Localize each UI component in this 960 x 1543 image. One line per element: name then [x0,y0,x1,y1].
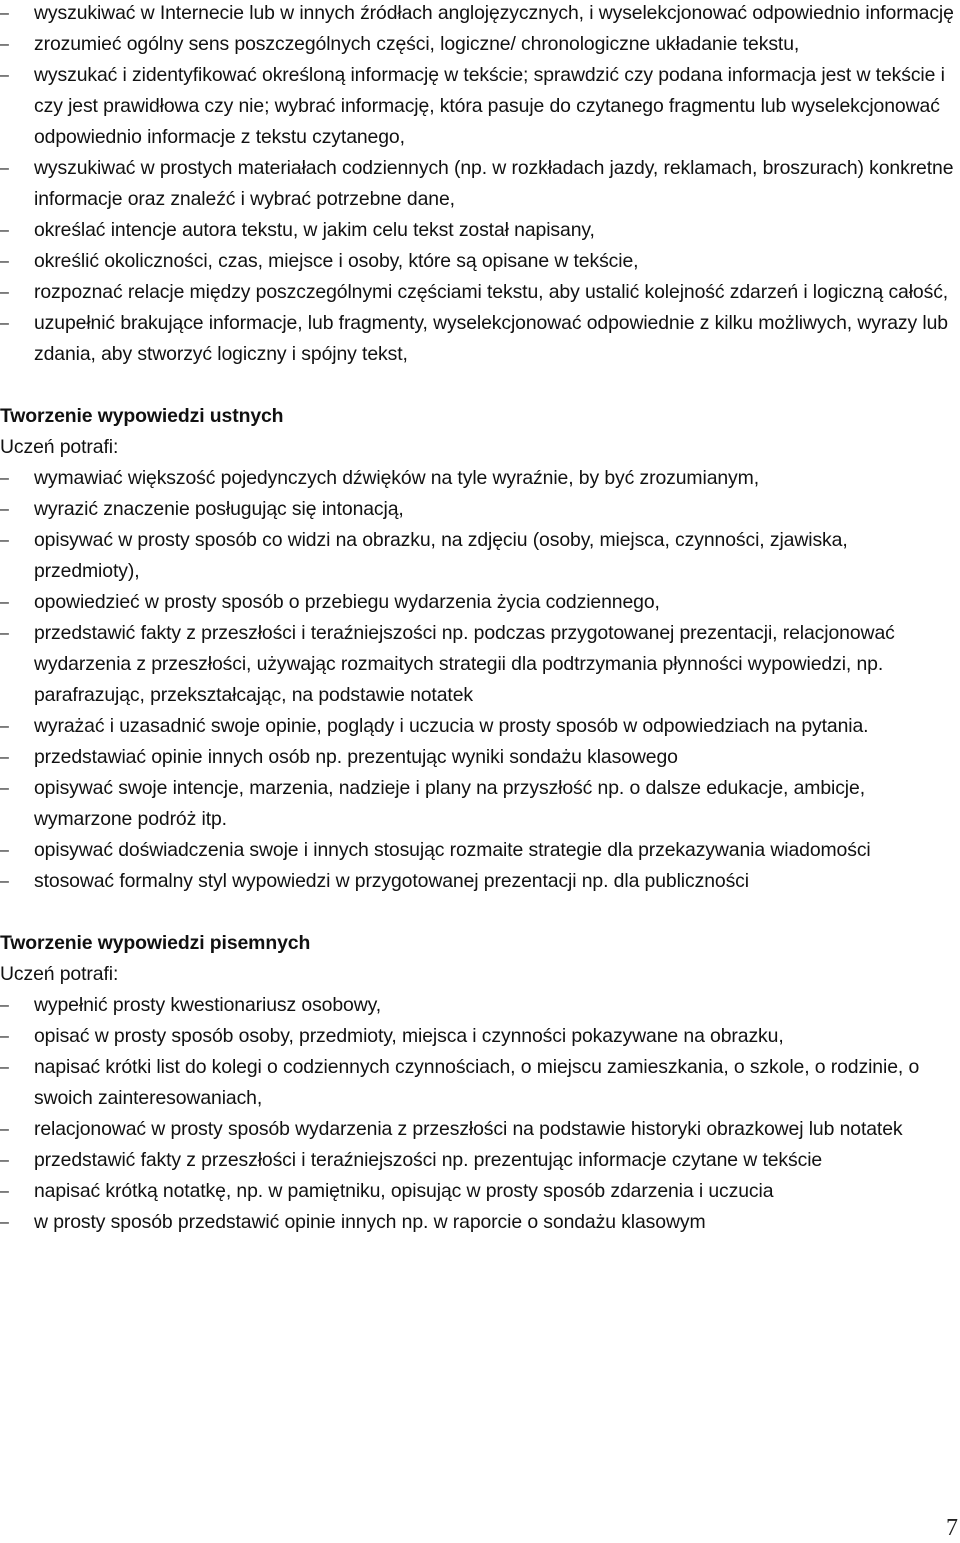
list-item-text: stosować formalny styl wypowiedzi w przygotowanej prezentacji np. dla publiczności [34,870,749,892]
page-number: 7 [946,1515,958,1541]
dash-bullet: – [0,253,9,270]
list-item [0,1176,955,1207]
dash-bullet: – [0,1183,9,1200]
list-item [0,494,955,525]
dash-bullet: – [0,1121,9,1138]
speaking-section-title: Tworzenie wypowiedzi ustnych [0,405,284,427]
list-item [0,711,955,742]
dash-bullet: – [0,315,9,332]
list-item-text: w prosty sposób przedstawić opinie innych np. w raporcie o sondażu klasowym [34,1211,706,1233]
list-item-text: wyrazić znaczenie posługując się intonacją, [34,498,404,520]
dash-bullet: – [0,284,9,301]
dash-bullet: – [0,222,9,239]
speaking-subtitle: Uczeń potrafi: [0,436,119,458]
list-item-text: określać intencje autora tekstu, w jakim celu tekst został napisany, [34,219,595,241]
dash-bullet: – [0,842,9,859]
dash-bullet: – [0,780,9,797]
dash-bullet: – [0,718,9,735]
dash-bullet: – [0,36,9,53]
list-item [0,29,955,60]
dash-bullet: – [0,997,9,1014]
dash-bullet: – [0,1059,9,1076]
list-item-text: opisywać swoje intencje, marzenia, nadzieje i plany na przyszłość np. o dalsze edukacje, ambicje, wymarzone podróż itp. [34,777,865,830]
list-item-text: opisywać w prosty sposób co widzi na obrazku, na zdjęciu (osoby, miejsca, czynności, zjawiska, przedmioty), [34,529,848,582]
list-item-text: wyrażać i uzasadnić swoje opinie, poglądy i uczucia w prosty sposób w odpowiedziach na pytania. [34,715,869,737]
dash-bullet: – [0,1028,9,1045]
writing-skills-list [0,990,955,1238]
list-item [0,1145,955,1176]
list-item [0,773,955,835]
list-item [0,153,955,215]
list-item-text: wyszukiwać w Internecie lub w innych źródłach anglojęzycznych, i wyselekcjonować odpowiednio informację [34,2,954,24]
list-item-text: napisać krótką notatkę, np. w pamiętniku, opisując w prosty sposób zdarzenia i uczucia [34,1180,774,1202]
list-item [0,308,955,370]
list-item-text: wyszukiwać w prostych materiałach codziennych (np. w rozkładach jazdy, reklamach, broszurach) konkretne informacje oraz znaleźć i wybrać potrzebne dane, [34,157,954,210]
list-item-text: uzupełnić brakujące informacje, lub fragmenty, wyselekcjonować odpowiednie z kilku możliwych, wyrazy lub zdania, aby stworzyć logiczny i spójny tekst, [34,312,948,365]
list-item-text: opisać w prosty sposób osoby, przedmioty, miejsca i czynności pokazywane na obrazku, [34,1025,784,1047]
list-item-text: opisywać doświadczenia swoje i innych stosując rozmaite strategie dla przekazywania wiadomości [34,839,871,861]
dash-bullet: – [0,873,9,890]
dash-bullet: – [0,160,9,177]
list-item [0,277,955,308]
dash-bullet: – [0,470,9,487]
dash-bullet: – [0,594,9,611]
list-item-text: napisać krótki list do kolegi o codziennych czynnościach, o miejscu zamieszkania, o szkole, o rodzinie, o swoich zainteresowaniach, [34,1056,920,1109]
list-item-text: relacjonować w prosty sposób wydarzenia z przeszłości na podstawie historyki obrazkowej lub notatek [34,1118,903,1140]
list-item-text: wyszukać i zidentyfikować określoną informację w tekście; sprawdzić czy podana informacja jest w tekście i czy jest prawidłowa czy nie; wybrać informację, która pasuje do czytanego fragmentu lub wyselekcjonować odpowiednio informacje z tekstu czytanego, [34,64,945,148]
list-item-text: przedstawić fakty z przeszłości i teraźniejszości np. podczas przygotowanej prezentacji, relacjonować wydarzenia z przeszłości, używając rozmaitych strategii dla podtrzymania płynności wypowiedzi, np. parafrazując, przekształcając, na podstawie notatek [34,622,895,706]
list-item-text: zrozumieć ogólny sens poszczególnych części, logiczne/ chronologiczne układanie tekstu, [34,33,800,55]
list-item [0,618,955,711]
dash-bullet: – [0,749,9,766]
list-item-text: opowiedzieć w prosty sposób o przebiegu wydarzenia życia codziennego, [34,591,660,613]
dash-bullet: – [0,67,9,84]
list-item-text: wymawiać większość pojedynczych dźwięków na tyle wyraźnie, by być zrozumianym, [34,467,759,489]
list-item-text: przedstawić fakty z przeszłości i teraźniejszości np. prezentując informacje czytane w tekście [34,1149,823,1171]
list-item [0,742,955,773]
reading-skills-list [0,0,955,370]
list-item [0,463,955,494]
dash-bullet: – [0,625,9,642]
list-item-text: wypełnić prosty kwestionariusz osobowy, [34,994,382,1016]
dash-bullet: – [0,1214,9,1231]
list-item [0,246,955,277]
list-item [0,215,955,246]
list-item [0,0,955,29]
dash-bullet: – [0,5,9,22]
dash-bullet: – [0,532,9,549]
list-item [0,835,955,866]
list-item [0,990,955,1021]
dash-bullet: – [0,1152,9,1169]
list-item-text: przedstawiać opinie innych osób np. prezentując wyniki sondażu klasowego [34,746,678,768]
list-item [0,1021,955,1052]
list-item-text: rozpoznać relacje między poszczególnymi częściami tekstu, aby ustalić kolejność zdarzeń i logiczną całość, [34,281,949,303]
writing-subtitle: Uczeń potrafi: [0,963,119,985]
list-item [0,1114,955,1145]
writing-section-title: Tworzenie wypowiedzi pisemnych [0,932,311,954]
dash-bullet: – [0,501,9,518]
speaking-skills-list [0,463,955,897]
list-item [0,1207,955,1238]
list-item [0,587,955,618]
list-item [0,525,955,587]
list-item [0,1052,955,1114]
list-item-text: określić okoliczności, czas, miejsce i osoby, które są opisane w tekście, [34,250,639,272]
list-item [0,866,955,897]
list-item [0,60,955,153]
